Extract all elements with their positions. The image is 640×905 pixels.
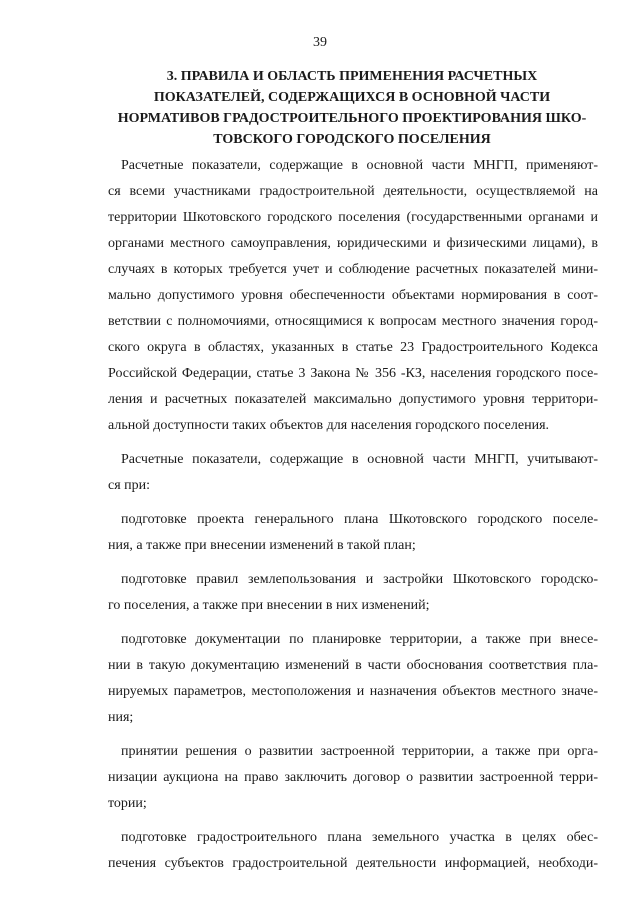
text-line: тории;: [108, 796, 147, 811]
text-line: ся при:: [108, 478, 151, 493]
body-text: [108, 153, 598, 877]
text-line: ветствии с полномочиями, относящимися к вопросам местного значения город-: [108, 314, 598, 329]
text-line: печения субъектов градостроительной деятельности информацией, необходи-: [108, 856, 598, 871]
list-item-territory-development: [108, 739, 598, 817]
section-heading: [106, 66, 598, 150]
text-line: территории Шкотовского городского поселения (государственными органами и: [108, 210, 598, 225]
list-item-planning-documentation: [108, 627, 598, 731]
text-line: Расчетные показатели, содержащие в основной части МНГП, применяют-: [121, 158, 598, 173]
text-line: органами местного самоуправления, юридическими и физическими лицами), в: [108, 236, 598, 251]
text-line: случаях в которых требуется учет и соблюдение расчетных показателей мини-: [108, 262, 598, 277]
text-line: подготовке документации по планировке территории, а также при внесе-: [121, 632, 598, 647]
text-line: подготовке правил землепользования и застройки Шкотовского городско-: [121, 572, 598, 587]
text-line: ления и расчетных показателей максимально допустимого уровня территори-: [108, 392, 598, 407]
heading-line: ПОКАЗАТЕЛЕЙ, СОДЕРЖАЩИХСЯ В ОСНОВНОЙ ЧАСТИ: [153, 90, 551, 105]
text-line: альной доступности таких объектов для населения городского поселения.: [108, 418, 550, 433]
text-line: ся всеми участниками градостроительной деятельности, осуществляемой на: [108, 184, 598, 199]
text-line: низации аукциона на право заключить договор о развитии застроенной терри-: [108, 770, 598, 785]
heading-line: 3. ПРАВИЛА И ОБЛАСТЬ ПРИМЕНЕНИЯ РАСЧЕТНЫХ: [166, 69, 538, 84]
page-number: 39: [313, 35, 327, 50]
paragraph-application: [108, 153, 598, 439]
list-item-general-plan: [108, 507, 598, 559]
paragraph-consideration: [108, 447, 598, 499]
text-line: ского округа в областях, указанных в статье 23 Градостроительного Кодекса: [108, 340, 598, 355]
text-line: Расчетные показатели, содержащие в основной части МНГП, учитывают-: [121, 452, 598, 467]
text-line: Российской Федерации, статье 3 Закона № 356 -КЗ, населения городского посе-: [108, 366, 598, 381]
list-item-land-plot-plan: [108, 825, 598, 877]
heading-line: ТОВСКОГО ГОРОДСКОГО ПОСЕЛЕНИЯ: [213, 132, 491, 147]
text-line: мально допустимого уровня обеспеченности объектами нормирования в соот-: [108, 288, 598, 303]
text-line: го поселения, а также при внесении в них изменений;: [108, 598, 430, 613]
text-line: подготовке проекта генерального плана Шкотовского городского поселе-: [121, 512, 598, 527]
text-line: принятии решения о развитии застроенной территории, а также при орга-: [121, 744, 598, 759]
list-item-land-use-rules: [108, 567, 598, 619]
heading-line: НОРМАТИВОВ ГРАДОСТРОИТЕЛЬНОГО ПРОЕКТИРОВАНИЯ ШКО-: [117, 111, 587, 126]
text-line: нируемых параметров, местоположения и назначения объектов местного значе-: [108, 684, 598, 699]
text-line: нии в такую документацию изменений в части обоснования соответствия пла-: [108, 658, 598, 673]
text-line: ния, а также при внесении изменений в такой план;: [108, 538, 416, 553]
text-line: ния;: [108, 710, 134, 725]
text-line: подготовке градостроительного плана земельного участка в целях обес-: [121, 830, 598, 845]
